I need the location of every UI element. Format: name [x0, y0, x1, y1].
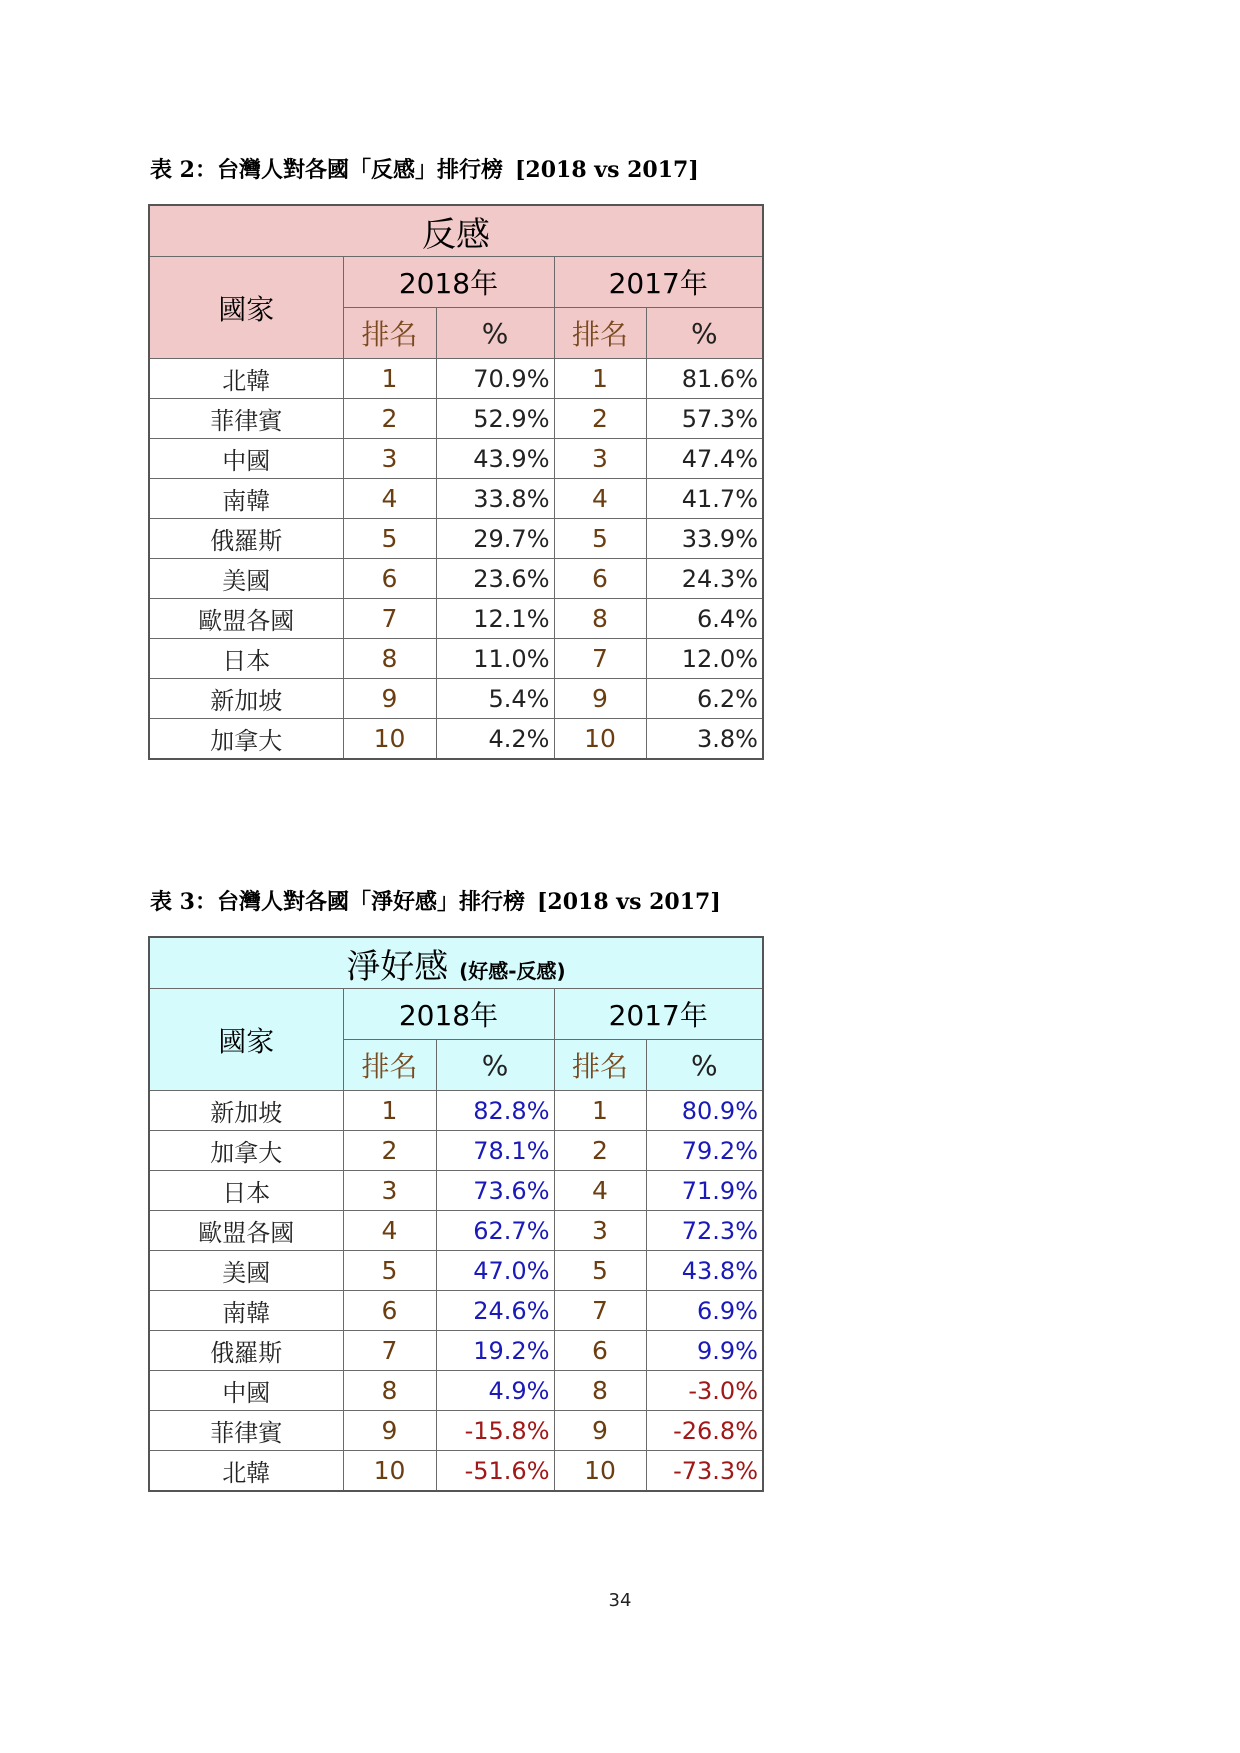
table3-title-cell: [149, 937, 763, 989]
rank-2018-cell: 8: [343, 639, 436, 679]
table3-caption: [150, 887, 850, 917]
table2-caption: [150, 155, 850, 185]
pct-2018-cell: 29.7%: [436, 519, 554, 559]
pct-2017-cell: 81.6%: [646, 359, 763, 399]
table-row: [149, 1331, 763, 1371]
table3-caption-title: 台灣人對各國「淨好感」排行榜: [216, 889, 525, 915]
rank-2018-cell: 8: [343, 1371, 436, 1411]
pct-2017-cell: 6.4%: [646, 599, 763, 639]
country-cell: 北韓: [149, 1451, 343, 1492]
rank-2018-cell: 1: [343, 359, 436, 399]
rank-2018-cell: 4: [343, 1211, 436, 1251]
table3-caption-range: [2018 vs 2017]: [536, 889, 721, 915]
table2-rank-2017-header: 排名: [554, 308, 646, 359]
table3-rank-2017-header: 排名: [554, 1040, 646, 1091]
country-cell: 日本: [149, 639, 343, 679]
pct-2018-cell: 52.9%: [436, 399, 554, 439]
table2-rank-2018-header: 排名: [343, 308, 436, 359]
rank-2017-cell: 5: [554, 1251, 646, 1291]
table2-caption-title: 台灣人對各國「反感」排行榜: [216, 157, 503, 183]
rank-2017-cell: 4: [554, 1171, 646, 1211]
rank-2017-cell: 1: [554, 359, 646, 399]
country-cell: 新加坡: [149, 1091, 343, 1131]
rank-2017-cell: 6: [554, 559, 646, 599]
table2-year-2018-header: 2018年: [343, 257, 554, 308]
table-row: [149, 1131, 763, 1171]
rank-2018-cell: 3: [343, 439, 436, 479]
rank-2017-cell: 8: [554, 1371, 646, 1411]
table3-rank-2018-header: 排名: [343, 1040, 436, 1091]
pct-2018-cell: 4.2%: [436, 719, 554, 760]
pct-2017-cell: 80.9%: [646, 1091, 763, 1131]
rank-2017-cell: 10: [554, 1451, 646, 1492]
country-cell: 中國: [149, 1371, 343, 1411]
rank-2017-cell: 6: [554, 1331, 646, 1371]
table-row: [149, 1091, 763, 1131]
pct-2018-cell: 11.0%: [436, 639, 554, 679]
pct-2018-cell: 82.8%: [436, 1091, 554, 1131]
rank-2017-cell: 3: [554, 1211, 646, 1251]
page-number: 34: [608, 1590, 632, 1611]
table-row: [149, 1371, 763, 1411]
table-row: [149, 439, 763, 479]
pct-2018-cell: 4.9%: [436, 1371, 554, 1411]
table3-year-2018-header: 2018年: [343, 989, 554, 1040]
country-cell: 美國: [149, 1251, 343, 1291]
table2-caption-range: [2018 vs 2017]: [514, 157, 699, 183]
rank-2018-cell: 10: [343, 719, 436, 760]
rank-2017-cell: 3: [554, 439, 646, 479]
pct-2018-cell: 24.6%: [436, 1291, 554, 1331]
table-row: [149, 1211, 763, 1251]
pct-2017-cell: 24.3%: [646, 559, 763, 599]
pct-2018-cell: 12.1%: [436, 599, 554, 639]
table3-pct-2018-header: %: [436, 1040, 554, 1091]
table-row: [149, 399, 763, 439]
table-row: [149, 1291, 763, 1331]
pct-2017-cell: 43.8%: [646, 1251, 763, 1291]
rank-2018-cell: 9: [343, 1411, 436, 1451]
rank-2017-cell: 2: [554, 1131, 646, 1171]
rank-2017-cell: 7: [554, 1291, 646, 1331]
country-cell: 日本: [149, 1171, 343, 1211]
table2-country-header: 國家: [149, 257, 343, 359]
pct-2018-cell: 43.9%: [436, 439, 554, 479]
pct-2017-cell: 47.4%: [646, 439, 763, 479]
pct-2017-cell: 79.2%: [646, 1131, 763, 1171]
country-cell: 加拿大: [149, 1131, 343, 1171]
rank-2017-cell: 1: [554, 1091, 646, 1131]
pct-2017-cell: 12.0%: [646, 639, 763, 679]
country-cell: 美國: [149, 559, 343, 599]
pct-2018-cell: 33.8%: [436, 479, 554, 519]
country-cell: 南韓: [149, 479, 343, 519]
table-row: [149, 359, 763, 399]
rank-2017-cell: 4: [554, 479, 646, 519]
pct-2018-cell: -51.6%: [436, 1451, 554, 1492]
table3-body: [149, 1091, 763, 1492]
aversion-ranking-table: [148, 204, 764, 760]
table2-title: 反感: [149, 205, 763, 257]
rank-2017-cell: 9: [554, 679, 646, 719]
rank-2017-cell: 10: [554, 719, 646, 760]
pct-2018-cell: -15.8%: [436, 1411, 554, 1451]
table2-year-2017-header: 2017年: [554, 257, 763, 308]
pct-2018-cell: 23.6%: [436, 559, 554, 599]
country-cell: 中國: [149, 439, 343, 479]
pct-2017-cell: 57.3%: [646, 399, 763, 439]
table2-pct-2017-header: %: [646, 308, 763, 359]
pct-2018-cell: 5.4%: [436, 679, 554, 719]
rank-2018-cell: 3: [343, 1171, 436, 1211]
table-row: [149, 1451, 763, 1492]
country-cell: 俄羅斯: [149, 1331, 343, 1371]
rank-2018-cell: 7: [343, 1331, 436, 1371]
rank-2018-cell: 7: [343, 599, 436, 639]
table-row: [149, 639, 763, 679]
rank-2017-cell: 9: [554, 1411, 646, 1451]
pct-2017-cell: 41.7%: [646, 479, 763, 519]
pct-2017-cell: -73.3%: [646, 1451, 763, 1492]
rank-2018-cell: 1: [343, 1091, 436, 1131]
table3-pct-2017-header: %: [646, 1040, 763, 1091]
country-cell: 加拿大: [149, 719, 343, 760]
table2-pct-2018-header: %: [436, 308, 554, 359]
pct-2017-cell: 6.9%: [646, 1291, 763, 1331]
table2-caption-tag: 表 2：: [150, 157, 217, 183]
table3-title: 淨好感: [346, 946, 449, 987]
table-row: [149, 559, 763, 599]
rank-2018-cell: 6: [343, 559, 436, 599]
rank-2018-cell: 5: [343, 519, 436, 559]
table-row: [149, 679, 763, 719]
table-row: [149, 599, 763, 639]
pct-2018-cell: 78.1%: [436, 1131, 554, 1171]
table-row: [149, 1411, 763, 1451]
country-cell: 菲律賓: [149, 1411, 343, 1451]
rank-2018-cell: 10: [343, 1451, 436, 1492]
table-row: [149, 519, 763, 559]
pct-2017-cell: -26.8%: [646, 1411, 763, 1451]
pct-2017-cell: 33.9%: [646, 519, 763, 559]
rank-2017-cell: 5: [554, 519, 646, 559]
table-row: [149, 719, 763, 760]
pct-2018-cell: 62.7%: [436, 1211, 554, 1251]
table2-body: [149, 359, 763, 760]
pct-2018-cell: 47.0%: [436, 1251, 554, 1291]
country-cell: 南韓: [149, 1291, 343, 1331]
rank-2018-cell: 5: [343, 1251, 436, 1291]
pct-2017-cell: 71.9%: [646, 1171, 763, 1211]
rank-2017-cell: 2: [554, 399, 646, 439]
pct-2017-cell: 3.8%: [646, 719, 763, 760]
pct-2017-cell: 6.2%: [646, 679, 763, 719]
table-row: [149, 1251, 763, 1291]
rank-2018-cell: 2: [343, 1131, 436, 1171]
rank-2018-cell: 9: [343, 679, 436, 719]
rank-2017-cell: 7: [554, 639, 646, 679]
rank-2018-cell: 2: [343, 399, 436, 439]
net-favorability-ranking-table: [148, 936, 764, 1492]
country-cell: 北韓: [149, 359, 343, 399]
rank-2018-cell: 4: [343, 479, 436, 519]
pct-2018-cell: 19.2%: [436, 1331, 554, 1371]
pct-2018-cell: 70.9%: [436, 359, 554, 399]
country-cell: 菲律賓: [149, 399, 343, 439]
table3-caption-tag: 表 3：: [150, 889, 217, 915]
table-row: [149, 479, 763, 519]
table-row: [149, 1171, 763, 1211]
pct-2017-cell: 9.9%: [646, 1331, 763, 1371]
table3-title-note: (好感-反感): [459, 958, 566, 983]
table3-year-2017-header: 2017年: [554, 989, 763, 1040]
rank-2017-cell: 8: [554, 599, 646, 639]
country-cell: 歐盟各國: [149, 599, 343, 639]
country-cell: 俄羅斯: [149, 519, 343, 559]
pct-2017-cell: -3.0%: [646, 1371, 763, 1411]
table3-country-header: 國家: [149, 989, 343, 1091]
pct-2018-cell: 73.6%: [436, 1171, 554, 1211]
country-cell: 歐盟各國: [149, 1211, 343, 1251]
rank-2018-cell: 6: [343, 1291, 436, 1331]
country-cell: 新加坡: [149, 679, 343, 719]
pct-2017-cell: 72.3%: [646, 1211, 763, 1251]
